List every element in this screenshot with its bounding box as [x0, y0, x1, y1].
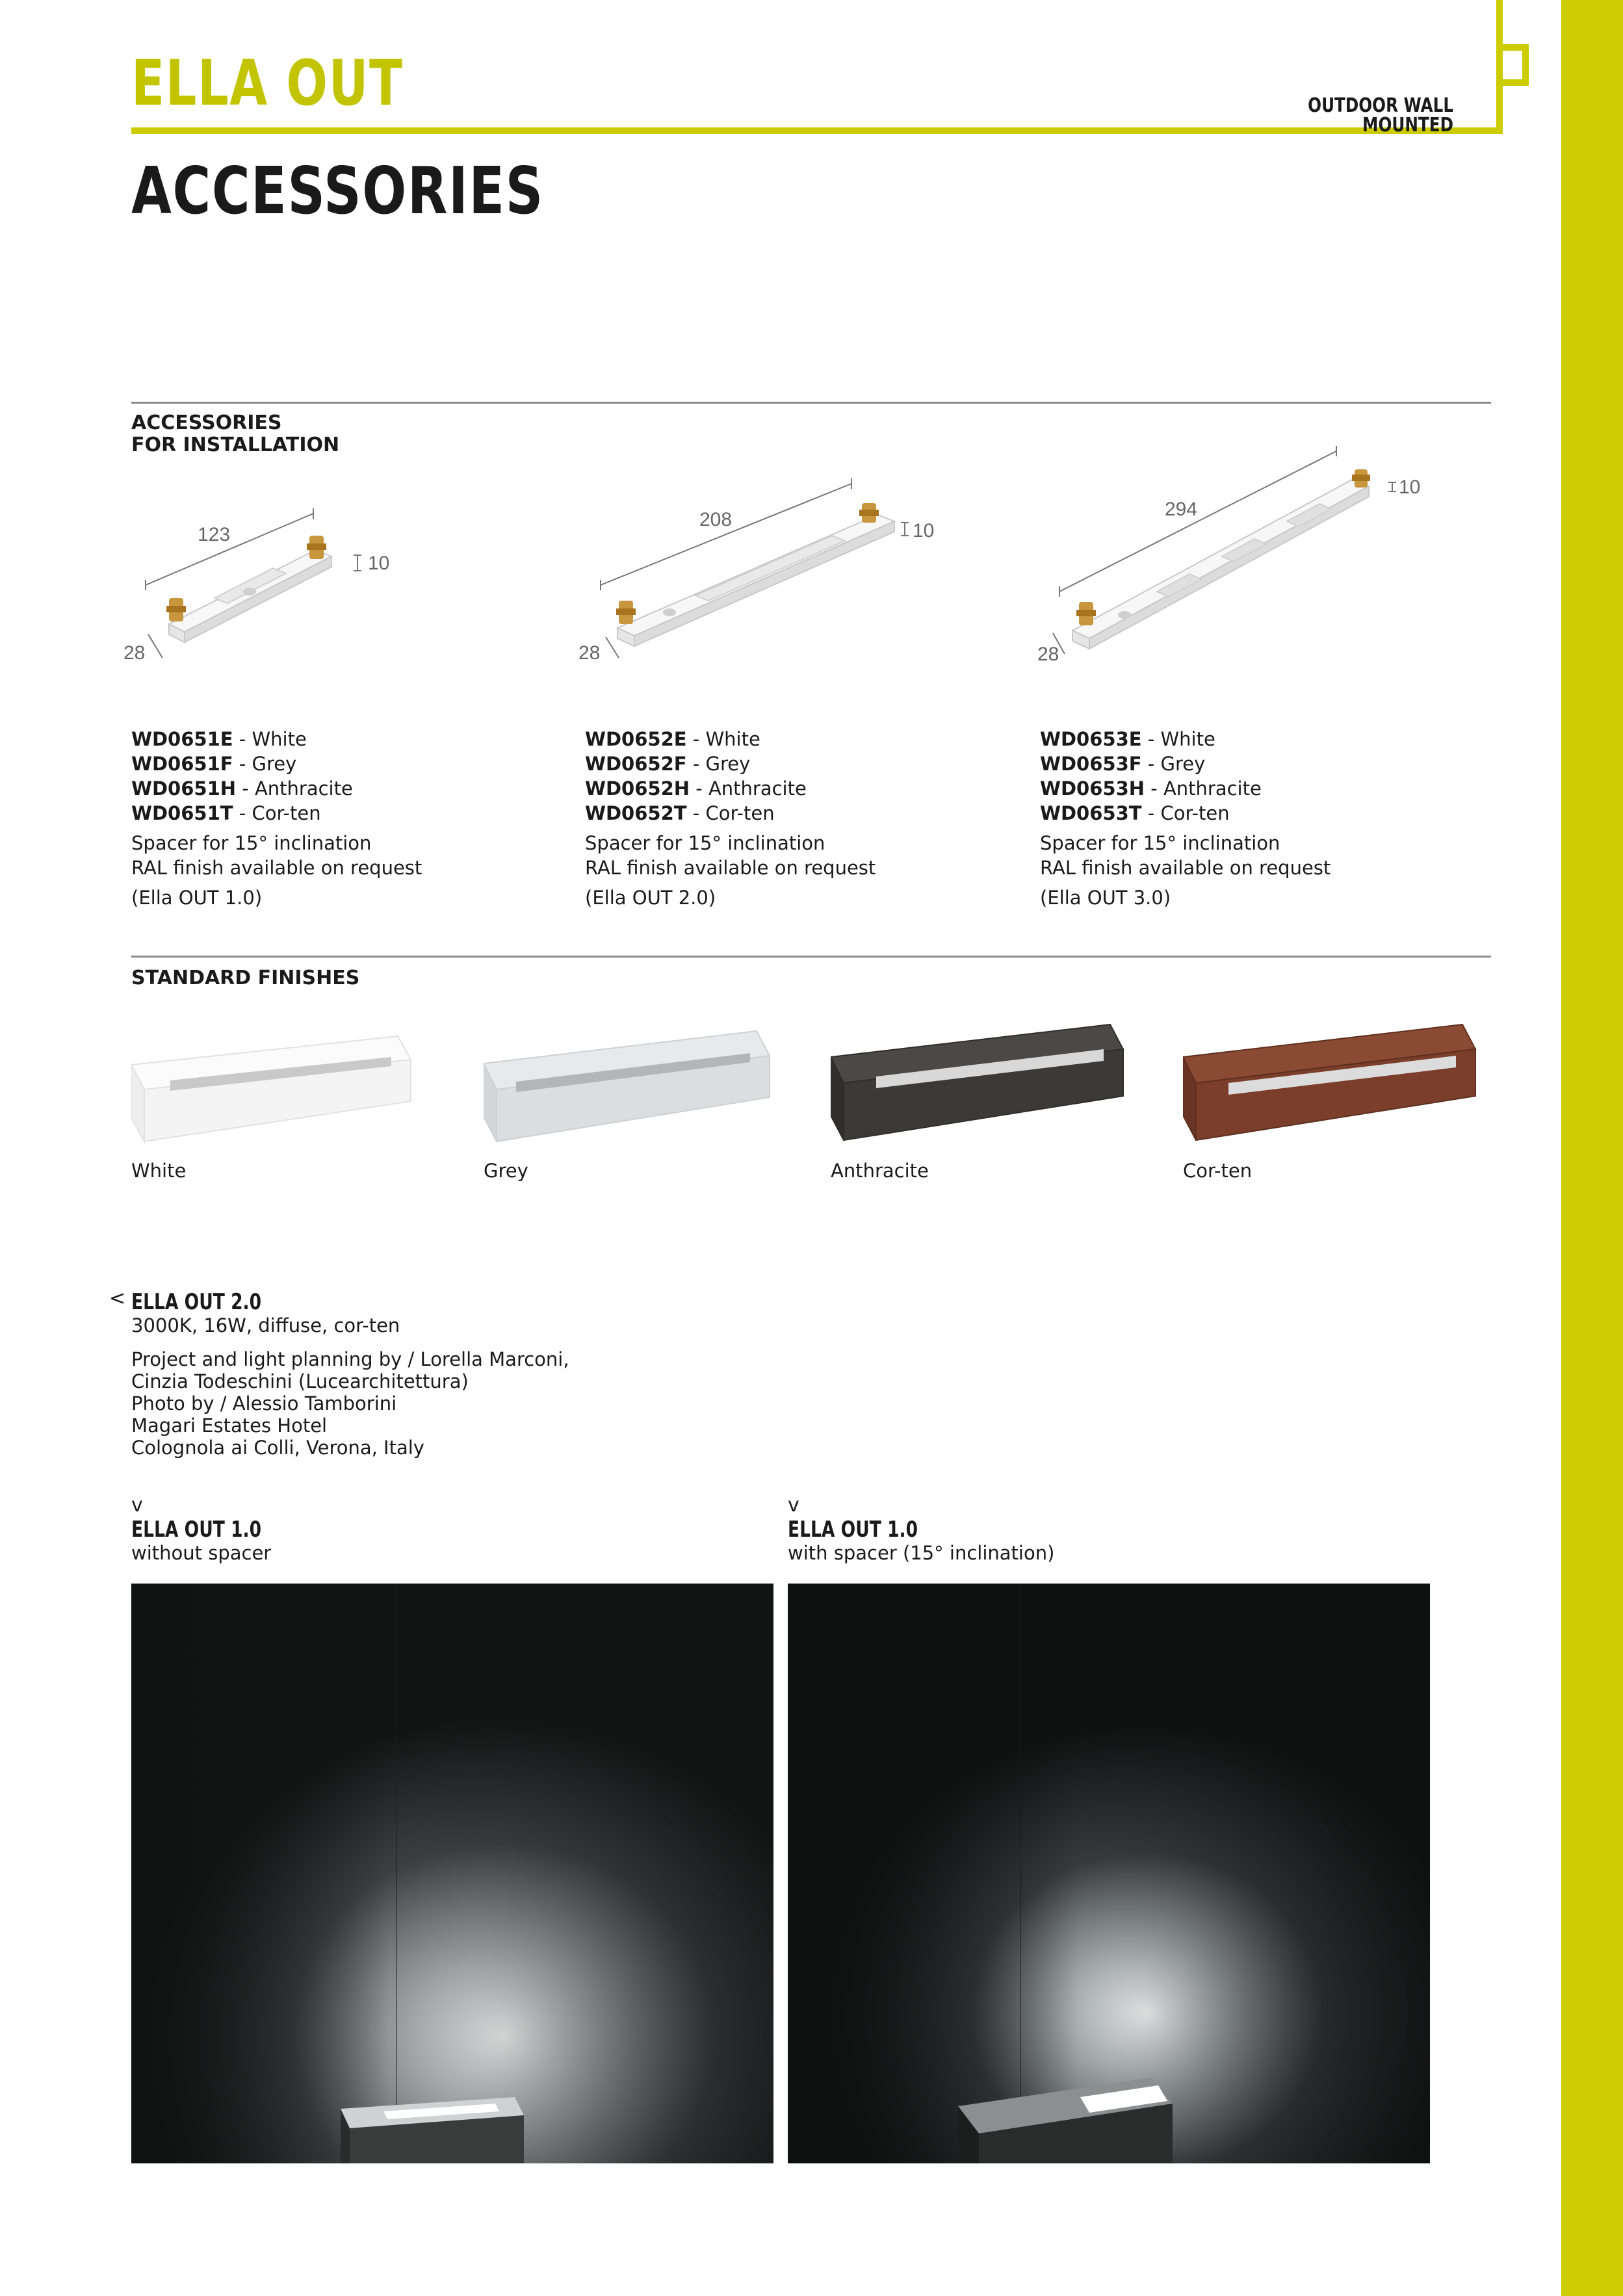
product-code: WD0652E — [585, 728, 687, 750]
brass-fitting-icon — [1352, 469, 1370, 488]
product-code: WD0651H — [131, 777, 237, 800]
brand-title: ELLA OUT — [131, 47, 404, 120]
project-spec: 3000K, 16W, diffuse, cor-ten — [131, 1314, 400, 1337]
finish-label-corten: Cor-ten — [1183, 1160, 1253, 1182]
dim-length-label: 294 — [1165, 499, 1198, 520]
spacer-note: Spacer for 15° inclination — [585, 832, 825, 854]
spacer-spec-1 — [131, 727, 547, 910]
page-title: ACCESSORIES — [131, 153, 544, 229]
product-finish: - White — [233, 728, 307, 750]
finishes-section-title: STANDARD FINISHES — [131, 967, 360, 989]
product-finish: - Grey — [686, 753, 751, 775]
finish-swatch-grey — [484, 1027, 776, 1144]
dim-height-label: 10 — [1399, 476, 1421, 498]
product-finish: - Cor-ten — [1141, 802, 1230, 824]
brass-fitting-icon — [616, 601, 636, 624]
header-tab-notch — [1503, 44, 1529, 86]
finish-swatch-corten — [1183, 1021, 1482, 1144]
spacer-note: Spacer for 15° inclination — [131, 832, 372, 854]
product-finish: - White — [1141, 728, 1215, 750]
brass-fitting-icon — [166, 598, 186, 621]
product-code-line — [131, 727, 547, 751]
photo-without-spacer — [131, 1584, 773, 2163]
product-code: WD0653H — [1040, 777, 1145, 800]
product-code: WD0652F — [585, 753, 687, 775]
spacer-spec-3 — [1040, 727, 1456, 910]
ral-note: RAL finish available on request — [131, 857, 422, 879]
product-finish: - Anthracite — [236, 777, 353, 800]
dim-length-label: 208 — [699, 509, 733, 530]
product-finish: - White — [686, 728, 760, 750]
model-reference: (Ella OUT 1.0) — [131, 887, 263, 909]
product-finish: - Cor-ten — [233, 802, 321, 824]
installation-title-line1: ACCESSORIES — [131, 411, 282, 434]
photo-1-title: ELLA OUT 1.0 — [131, 1517, 262, 1543]
product-code-line — [1040, 727, 1456, 751]
dim-length-label: 123 — [198, 524, 231, 545]
product-finish: - Cor-ten — [686, 802, 775, 824]
spacer-note: Spacer for 15° inclination — [1040, 832, 1280, 854]
product-code-line — [585, 727, 1001, 751]
project-credit-line: Colognola ai Colli, Verona, Italy — [131, 1437, 424, 1459]
product-code-line — [131, 776, 547, 801]
dim-width-label: 28 — [578, 642, 601, 664]
product-code-line — [131, 801, 547, 826]
project-credits — [131, 1348, 569, 1459]
finish-label-grey: Grey — [484, 1160, 528, 1182]
product-code-line — [1040, 776, 1456, 801]
product-finish: - Anthracite — [1145, 777, 1262, 800]
project-credit-line: Cinzia Todeschini (Lucearchitettura) — [131, 1370, 469, 1392]
product-code: WD0651E — [131, 728, 233, 750]
category-label: OUTDOOR WALL MOUNTED — [1308, 94, 1453, 137]
finish-label-white: White — [131, 1160, 187, 1182]
brass-fitting-icon — [1076, 602, 1096, 625]
product-code: WD0651T — [131, 802, 233, 824]
finish-swatch-white — [131, 1034, 417, 1144]
ral-note: RAL finish available on request — [585, 857, 876, 879]
product-code: WD0652T — [585, 802, 687, 824]
product-code: WD0653F — [1040, 753, 1142, 775]
installation-section-title — [131, 412, 339, 456]
finish-swatch-anthracite — [831, 1021, 1130, 1144]
spacer-drawing-1 — [117, 501, 403, 670]
product-code: WD0651F — [131, 753, 233, 775]
ral-note: RAL finish available on request — [1040, 857, 1331, 879]
dim-width-label: 28 — [1037, 644, 1059, 665]
model-reference: (Ella OUT 2.0) — [585, 887, 716, 909]
product-code-line — [1040, 751, 1456, 776]
spacer-drawing-3 — [1027, 442, 1430, 670]
brass-fitting-icon — [307, 536, 326, 559]
caption-arrow-down-icon: v — [131, 1494, 143, 1517]
section-divider — [131, 956, 1491, 958]
model-reference: (Ella OUT 3.0) — [1040, 887, 1171, 909]
product-code: WD0652H — [585, 777, 690, 800]
accent-sidebar-band — [1561, 0, 1623, 2296]
finish-label-anthracite: Anthracite — [831, 1160, 929, 1182]
product-finish: - Grey — [1141, 753, 1206, 775]
project-title: ELLA OUT 2.0 — [131, 1289, 262, 1315]
product-finish: - Grey — [233, 753, 297, 775]
product-code-line — [131, 751, 547, 776]
section-divider — [131, 402, 1491, 404]
spacer-drawing-2 — [572, 468, 949, 670]
project-credit-line: Project and light planning by / Lorella Marconi, — [131, 1348, 569, 1370]
photo-2-title: ELLA OUT 1.0 — [788, 1517, 918, 1543]
photo-1-subtitle: without spacer — [131, 1542, 272, 1564]
dim-height-label: 10 — [913, 520, 935, 541]
photo-2-subtitle: with spacer (15° inclination) — [788, 1542, 1055, 1564]
project-credit-line: Photo by / Alessio Tamborini — [131, 1392, 397, 1415]
photo-with-spacer — [788, 1584, 1430, 2163]
product-code-line — [585, 751, 1001, 776]
brass-fitting-icon — [859, 503, 879, 523]
product-code: WD0653T — [1040, 802, 1142, 824]
caption-arrow-left-icon: < — [109, 1287, 126, 1310]
project-credit-line: Magari Estates Hotel — [131, 1415, 328, 1437]
product-code-line — [1040, 801, 1456, 826]
spacer-spec-2 — [585, 727, 1001, 910]
dim-height-label: 10 — [368, 553, 390, 574]
dim-width-label: 28 — [123, 642, 146, 664]
product-code-line — [585, 801, 1001, 826]
product-finish: - Anthracite — [690, 777, 807, 800]
installation-title-line2: FOR INSTALLATION — [131, 434, 340, 456]
product-code-line — [585, 776, 1001, 801]
product-code: WD0653E — [1040, 728, 1142, 750]
caption-arrow-down-icon: v — [788, 1494, 799, 1517]
